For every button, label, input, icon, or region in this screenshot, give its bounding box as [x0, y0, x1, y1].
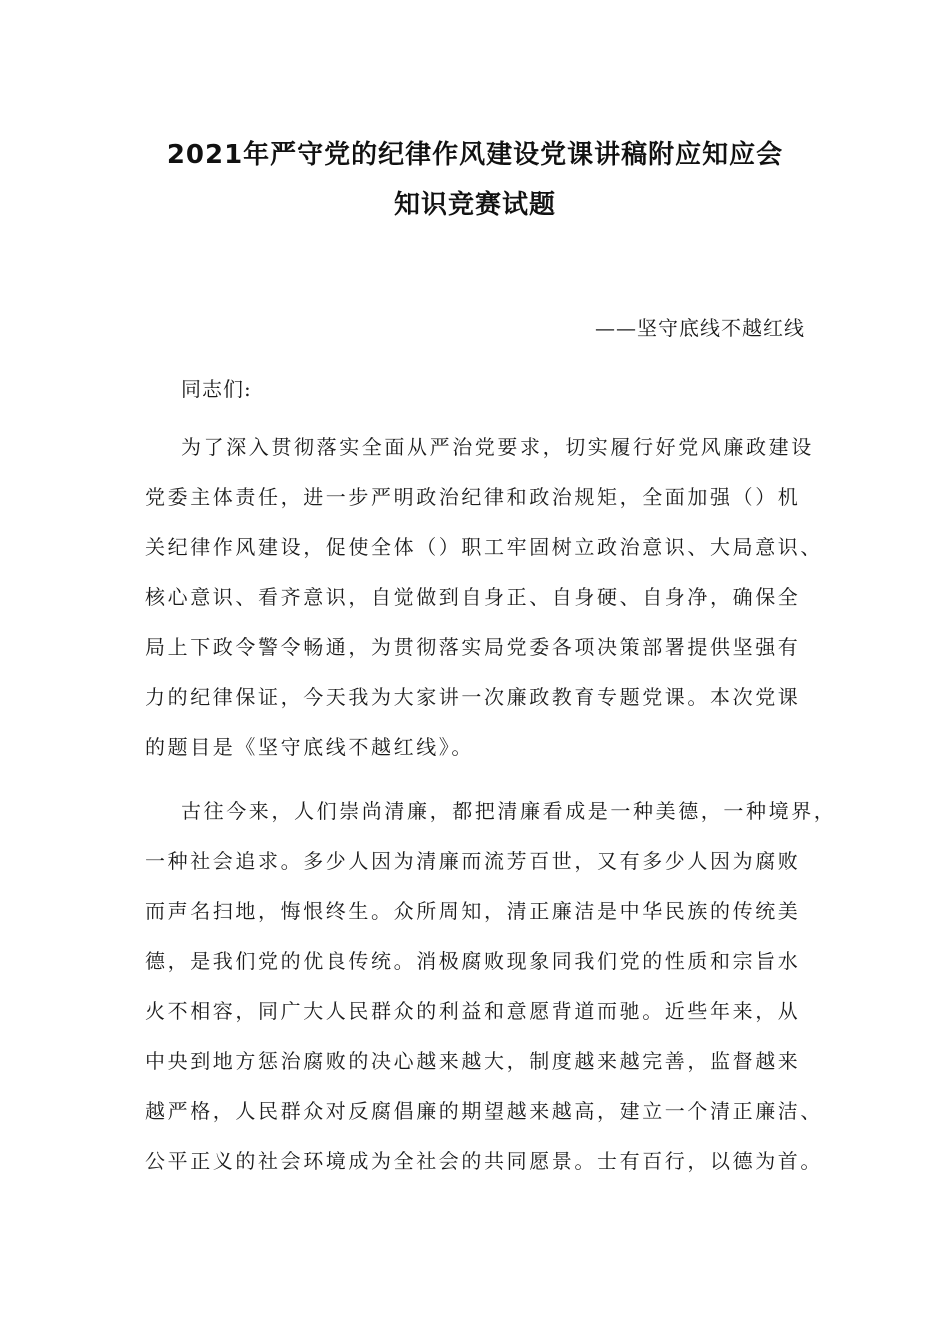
paragraph-line: 一种社会追求。多少人因为清廉而流芳百世，又有多少人因为腐败	[145, 849, 801, 873]
paragraph-line: 公平正义的社会环境成为全社会的共同愿景。士有百行，以德为首。	[145, 1149, 823, 1173]
paragraph-line: 火不相容，同广大人民群众的利益和意愿背道而驰。近些年来，从	[145, 999, 801, 1023]
document-title-line-2: 知识竞赛试题	[393, 190, 556, 220]
paragraph-2	[145, 786, 835, 1186]
paragraph-line: 关纪律作风建设，促使全体（）职工牢固树立政治意识、大局意识、	[145, 535, 823, 559]
document-subtitle: ——坚守底线不越红线	[595, 316, 805, 340]
paragraph-line: 为了深入贯彻落实全面从严治党要求，切实履行好党风廉政建设	[181, 435, 814, 459]
salutation: 同志们:	[181, 377, 252, 401]
paragraph-line: 局上下政令警令畅通，为贯彻落实局党委各项决策部署提供坚强有	[145, 635, 801, 659]
paragraph-line: 德，是我们党的优良传统。消极腐败现象同我们党的性质和宗旨水	[145, 949, 801, 973]
document-title-line-1: 2021年严守党的纪律作风建设党课讲稿附应知应会	[166, 140, 784, 170]
paragraph-line: 古往今来，人们崇尚清廉，都把清廉看成是一种美德，一种境界，	[181, 799, 837, 823]
paragraph-line: 而声名扫地，悔恨终生。众所周知，清正廉洁是中华民族的传统美	[145, 899, 801, 923]
paragraph-line: 的题目是《坚守底线不越红线》。	[145, 735, 474, 759]
paragraph-line: 党委主体责任，进一步严明政治纪律和政治规矩，全面加强（）机	[145, 485, 801, 509]
paragraph-line: 力的纪律保证，今天我为大家讲一次廉政教育专题党课。本次党课	[145, 685, 801, 709]
paragraph-line: 越严格，人民群众对反腐倡廉的期望越来越高，建立一个清正廉洁、	[145, 1099, 823, 1123]
paragraph-line: 中央到地方惩治腐败的决心越来越大，制度越来越完善，监督越来	[145, 1049, 801, 1073]
paragraph-line: 核心意识、看齐意识，自觉做到自身正、自身硬、自身净，确保全	[145, 585, 801, 609]
paragraph-1	[145, 422, 835, 772]
